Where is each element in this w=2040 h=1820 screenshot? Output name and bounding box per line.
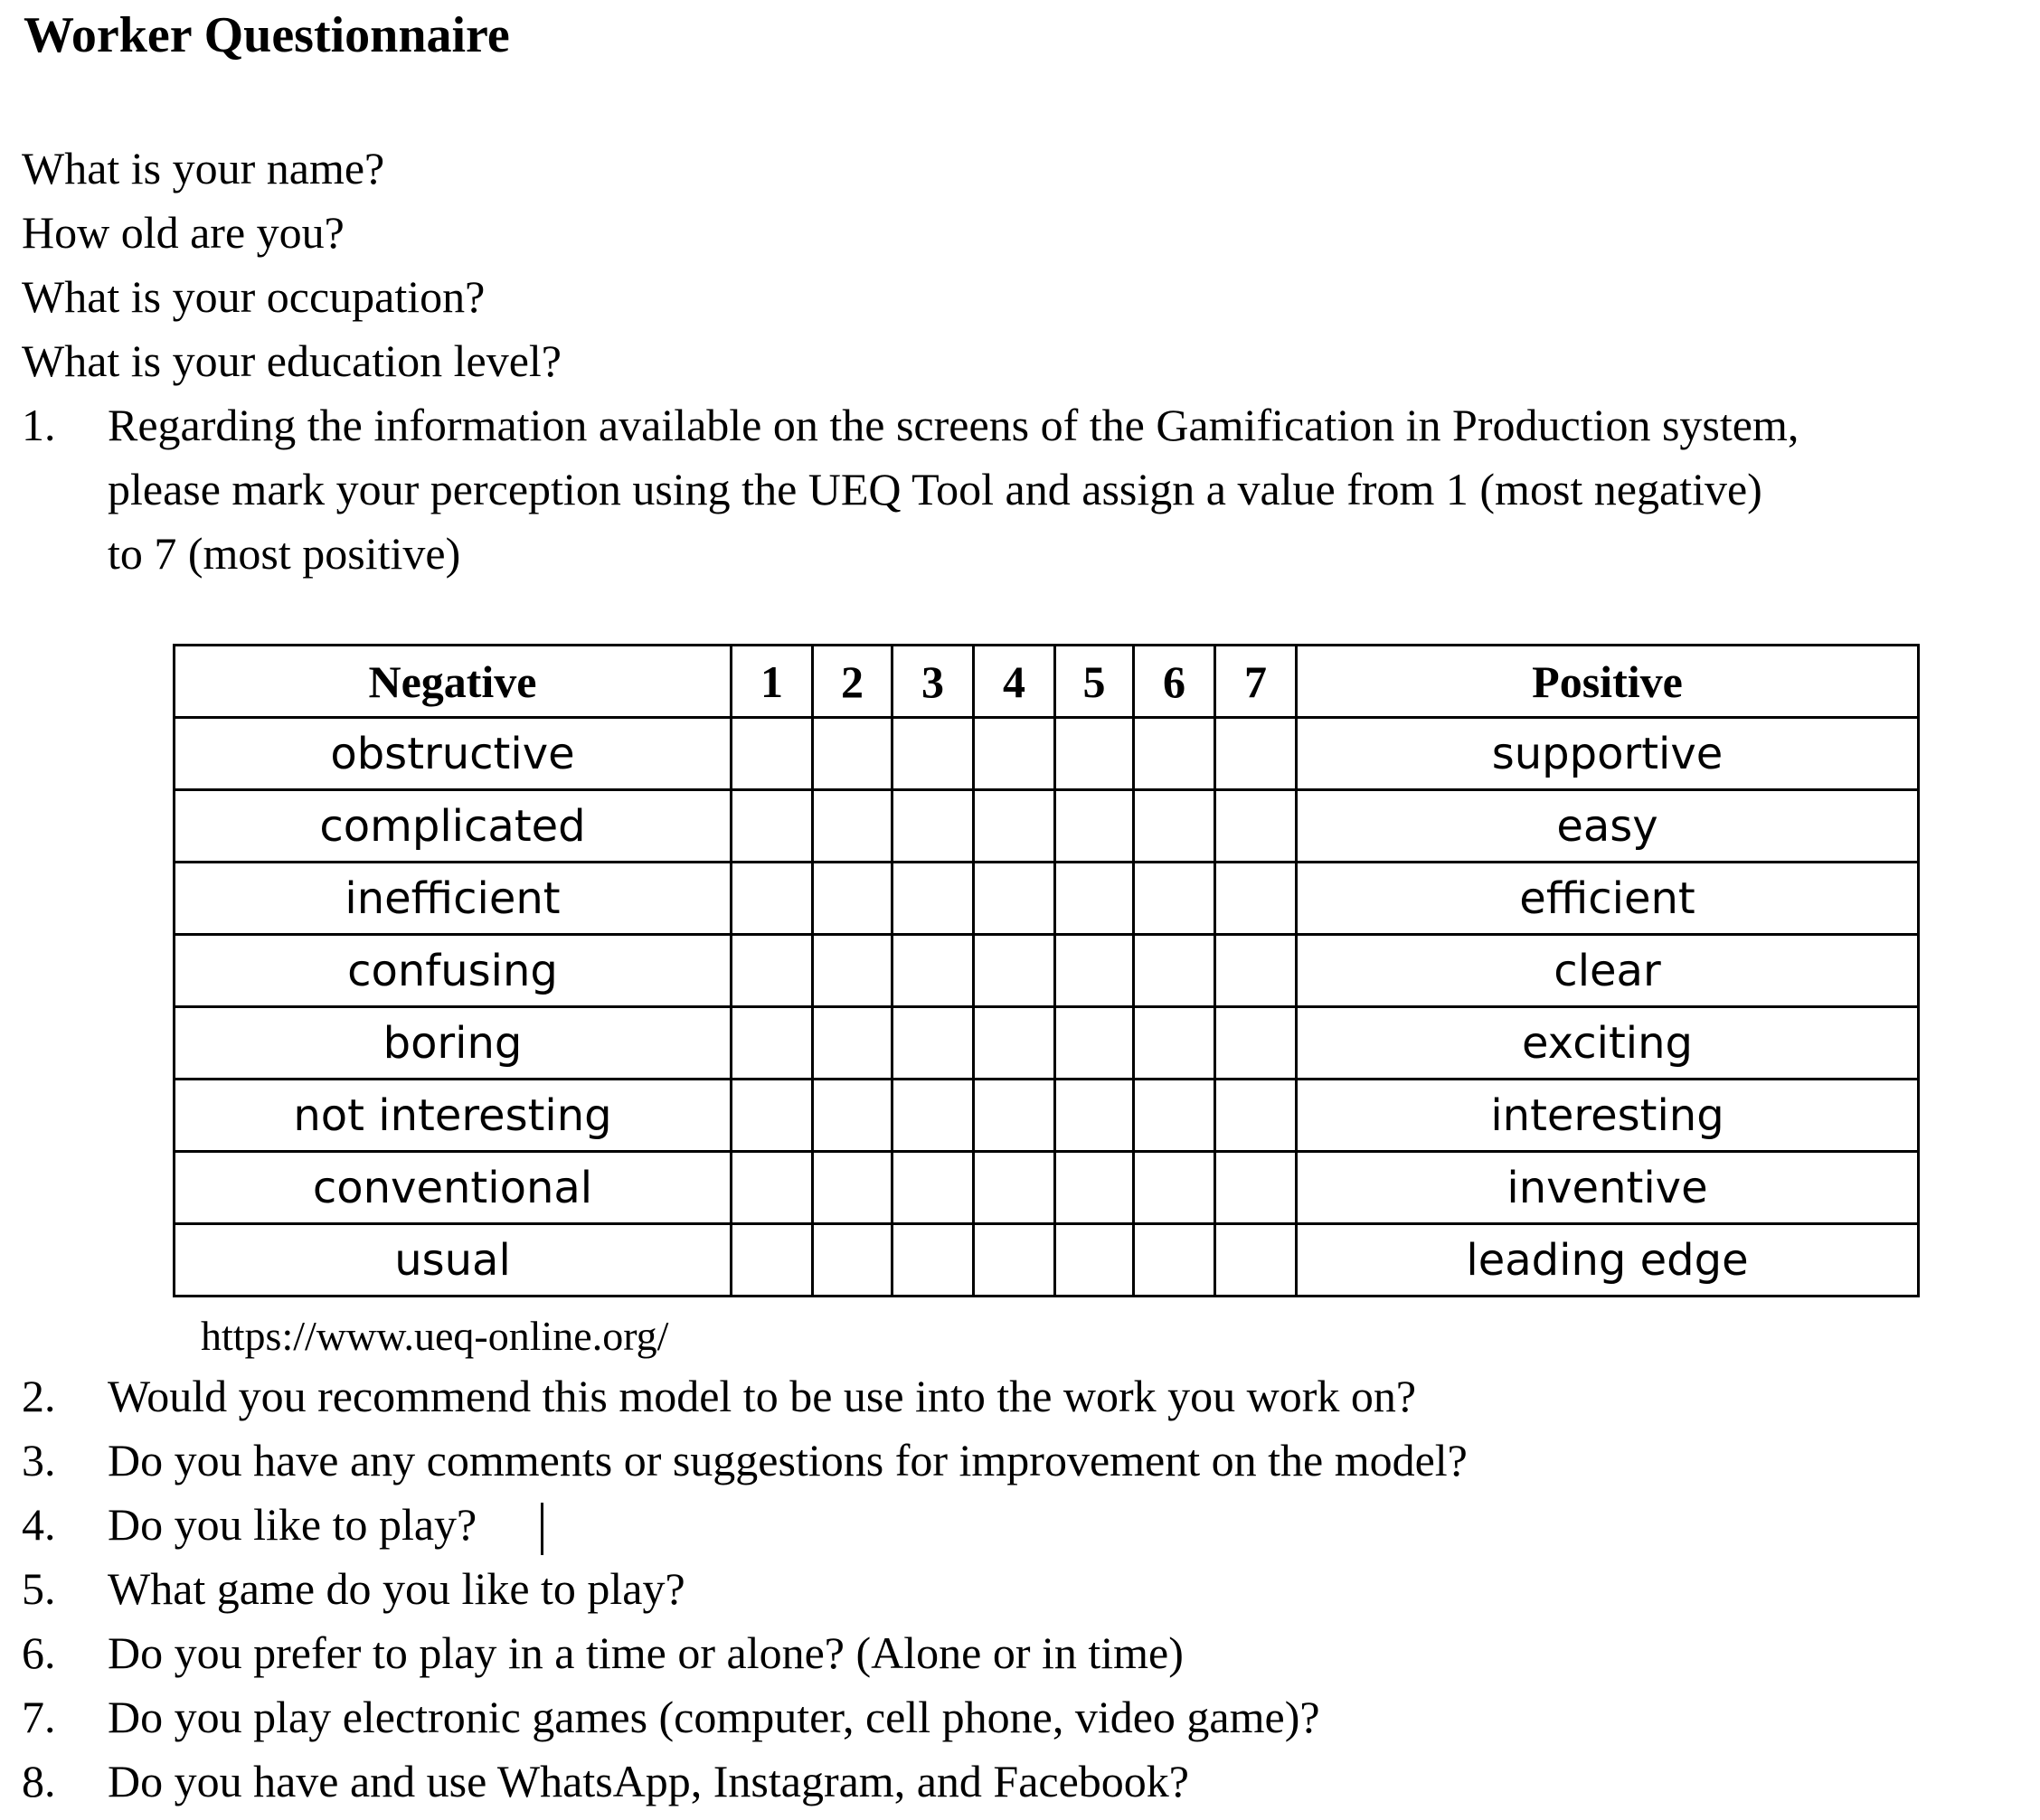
scale-header-1: 1 [732,646,813,718]
positive-header: Positive [1297,646,1919,718]
table-row [175,1080,1919,1152]
table-row [175,1152,1919,1224]
rating-cell-7[interactable] [1215,1152,1297,1224]
question-6-number: 6. [22,1627,56,1678]
rating-cell-2[interactable] [813,1152,892,1224]
scale-header-2: 2 [813,646,892,718]
rating-cell-4[interactable] [974,1007,1055,1080]
rating-cell-1[interactable] [732,935,813,1007]
rating-cell-1[interactable] [732,863,813,935]
rating-cell-2[interactable] [813,863,892,935]
question-2-number: 2. [22,1371,56,1421]
rating-cell-4[interactable] [974,790,1055,863]
rating-cell-5[interactable] [1055,1152,1134,1224]
positive-term: efficient [1297,863,1919,935]
rating-cell-4[interactable] [974,1152,1055,1224]
table-row [175,1224,1919,1297]
rating-cell-3[interactable] [892,1080,974,1152]
rating-cell-7[interactable] [1215,1224,1297,1297]
rating-cell-3[interactable] [892,863,974,935]
negative-term: not interesting [175,1080,732,1152]
rating-cell-7[interactable] [1215,1007,1297,1080]
ueq-rating-table [173,644,1920,1297]
text-cursor [541,1503,543,1555]
rating-cell-2[interactable] [813,1080,892,1152]
rating-cell-2[interactable] [813,935,892,1007]
rating-cell-6[interactable] [1134,718,1215,790]
rating-cell-1[interactable] [732,1152,813,1224]
rating-cell-2[interactable] [813,1224,892,1297]
positive-term: clear [1297,935,1919,1007]
question-7-number: 7. [22,1692,56,1742]
table-row [175,1007,1919,1080]
question-1-line-1: Regarding the information available on the screens of the Gamification in Production system, [108,400,1799,450]
rating-cell-3[interactable] [892,1007,974,1080]
rating-cell-7[interactable] [1215,935,1297,1007]
rating-cell-2[interactable] [813,1007,892,1080]
page-title: Worker Questionnaire [24,7,510,63]
table-row [175,718,1919,790]
rating-cell-6[interactable] [1134,935,1215,1007]
question-8-text: Do you have and use WhatsApp, Instagram, and Facebook? [108,1756,1189,1806]
rating-cell-2[interactable] [813,718,892,790]
rating-cell-2[interactable] [813,790,892,863]
rating-cell-6[interactable] [1134,1080,1215,1152]
negative-term: boring [175,1007,732,1080]
table-header-row [175,646,1919,718]
scale-header-5: 5 [1055,646,1134,718]
rating-cell-3[interactable] [892,935,974,1007]
question-4-text: Do you like to play? [108,1499,477,1550]
question-6-text: Do you prefer to play in a time or alone? (Alone or in time) [108,1627,1184,1678]
rating-cell-1[interactable] [732,1224,813,1297]
negative-term: complicated [175,790,732,863]
rating-cell-6[interactable] [1134,790,1215,863]
question-1-number: 1. [22,400,56,450]
question-age: How old are you? [22,207,345,258]
negative-term: inefficient [175,863,732,935]
positive-term: inventive [1297,1152,1919,1224]
rating-cell-4[interactable] [974,935,1055,1007]
rating-cell-5[interactable] [1055,935,1134,1007]
rating-cell-1[interactable] [732,1007,813,1080]
rating-cell-6[interactable] [1134,863,1215,935]
question-education: What is your education level? [22,335,562,386]
question-2-text: Would you recommend this model to be use into the work you work on? [108,1371,1417,1421]
rating-cell-5[interactable] [1055,1080,1134,1152]
rating-cell-1[interactable] [732,718,813,790]
rating-cell-3[interactable] [892,718,974,790]
rating-cell-6[interactable] [1134,1007,1215,1080]
rating-cell-7[interactable] [1215,718,1297,790]
rating-cell-1[interactable] [732,790,813,863]
positive-term: leading edge [1297,1224,1919,1297]
scale-header-4: 4 [974,646,1055,718]
question-4-number: 4. [22,1499,56,1550]
question-8-number: 8. [22,1756,56,1806]
negative-term: usual [175,1224,732,1297]
negative-term: conventional [175,1152,732,1224]
table-row [175,863,1919,935]
positive-term: exciting [1297,1007,1919,1080]
rating-cell-4[interactable] [974,1224,1055,1297]
rating-cell-7[interactable] [1215,1080,1297,1152]
rating-cell-6[interactable] [1134,1152,1215,1224]
scale-header-7: 7 [1215,646,1297,718]
table-row [175,790,1919,863]
question-5-number: 5. [22,1563,56,1614]
rating-cell-6[interactable] [1134,1224,1215,1297]
rating-cell-3[interactable] [892,1224,974,1297]
positive-term: interesting [1297,1080,1919,1152]
negative-term: confusing [175,935,732,1007]
question-5-text: What game do you like to play? [108,1563,685,1614]
table-row [175,935,1919,1007]
scale-header-3: 3 [892,646,974,718]
question-occupation: What is your occupation? [22,271,486,322]
rating-cell-5[interactable] [1055,1007,1134,1080]
negative-header: Negative [175,646,732,718]
rating-cell-4[interactable] [974,718,1055,790]
rating-cell-3[interactable] [892,1152,974,1224]
rating-cell-1[interactable] [732,1080,813,1152]
scale-header-6: 6 [1134,646,1215,718]
negative-term: obstructive [175,718,732,790]
positive-term: supportive [1297,718,1919,790]
positive-term: easy [1297,790,1919,863]
question-1-line-3: to 7 (most positive) [108,528,461,579]
question-3-text: Do you have any comments or suggestions for improvement on the model? [108,1435,1468,1485]
question-7-text: Do you play electronic games (computer, cell phone, video game)? [108,1692,1320,1742]
rating-cell-5[interactable] [1055,790,1134,863]
question-3-number: 3. [22,1435,56,1485]
rating-cell-5[interactable] [1055,1224,1134,1297]
question-name: What is your name? [22,143,385,193]
ueq-source-link[interactable]: https://www.ueq-online.org/ [201,1313,669,1359]
rating-cell-7[interactable] [1215,863,1297,935]
rating-cell-3[interactable] [892,790,974,863]
rating-cell-5[interactable] [1055,863,1134,935]
rating-cell-4[interactable] [974,1080,1055,1152]
rating-cell-7[interactable] [1215,790,1297,863]
question-1-line-2: please mark your perception using the UEQ Tool and assign a value from 1 (most negative) [108,464,1762,514]
rating-cell-4[interactable] [974,863,1055,935]
rating-cell-5[interactable] [1055,718,1134,790]
